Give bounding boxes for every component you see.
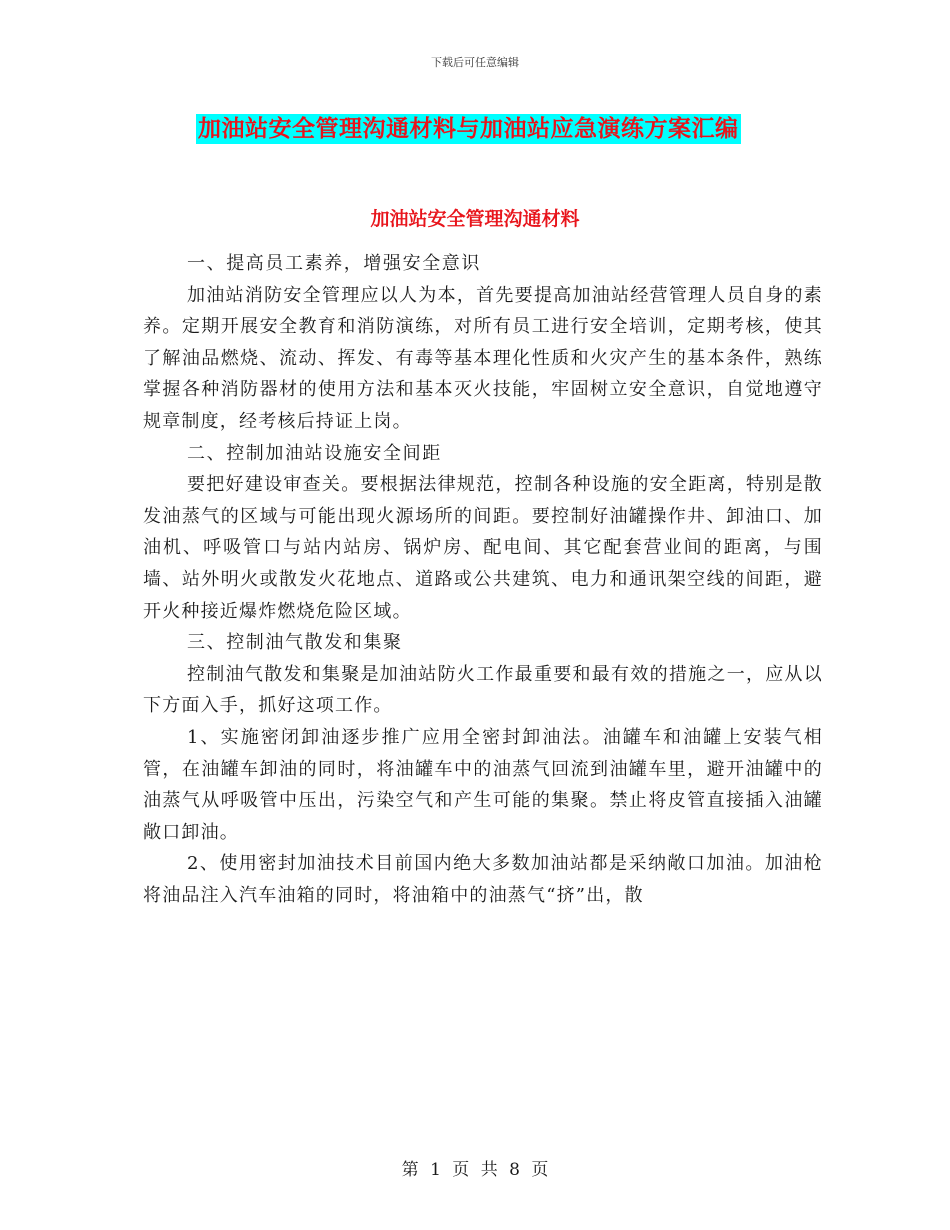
paragraph-4: 1、实施密闭卸油逐步推广应用全密封卸油法。油罐车和油罐上安装气相管，在油罐车卸油的同时，将油罐车中的油蒸气回流到油罐车里，避开油罐中的油蒸气从呼吸管中压出，污染空气和产生可能的集聚。禁止将皮管直接插入油罐敞口卸油。: [143, 726, 823, 843]
paragraph-heading-3: 三、控制油气散发和集聚: [187, 632, 403, 654]
paragraph-3: 控制油气散发和集聚是加油站防火工作最重要和最有效的措施之一，应从以下方面入手，抓好这项工作。: [143, 663, 823, 717]
paragraph-heading-2: 二、控制加油站设施安全间距: [187, 442, 442, 464]
header-note: 下载后可任意编辑: [431, 56, 519, 69]
paragraph-5: 2、使用密封加油技术目前国内绝大多数加油站都是采纳敞口加油。加油枪将油品注入汽车油箱的同时，将油箱中的油蒸气“挤”出，散: [143, 853, 823, 906]
page-footer: 第 1 页 共 8 页: [401, 1160, 549, 1180]
document-body: [143, 248, 823, 911]
paragraph-2: 要把好建设审查关。要根据法律规范，控制各种设施的安全距离，特别是散发油蒸气的区域与可能出现火源场所的间距。要控制好油罐操作井、卸油口、加油机、呼吸管口与站内站房、锅炉房、配电间、其它配套营业间的距离，与围墙、站外明火或散发火花地点、道路或公共建筑、电力和通讯架空线的间距，避开火种接近爆炸燃烧危险区域。: [143, 474, 823, 622]
section-title: 加油站安全管理沟通材料: [370, 208, 580, 230]
document-main-title: 加油站安全管理沟通材料与加油站应急演练方案汇编: [198, 115, 739, 142]
paragraph-1: 加油站消防安全管理应以人为本，首先要提高加油站经营管理人员自身的素养。定期开展安全教育和消防演练，对所有员工进行安全培训，定期考核，使其了解油品燃烧、流动、挥发、有毒等基本理化性质和火灾产生的基本条件，熟练掌握各种消防器材的使用方法和基本灭火技能，牢固树立安全意识，自觉地遵守规章制度，经考核后持证上岗。: [143, 284, 823, 432]
paragraph-heading-1: 一、提高员工素养，增强安全意识: [187, 253, 481, 274]
